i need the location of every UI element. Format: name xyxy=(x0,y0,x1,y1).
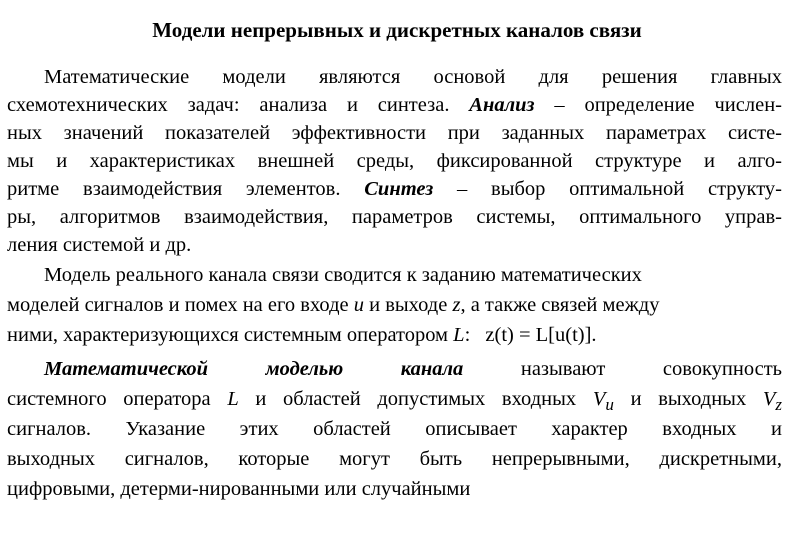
p1-line-2 xyxy=(7,92,782,118)
symbol-u: u xyxy=(353,294,364,316)
p2-text: : xyxy=(464,324,471,346)
p1-line-3: ных значений показателей эффективности при заданных параметрах систе- xyxy=(7,122,782,144)
p1-line-1: Математические модели являются основой для решения главных xyxy=(44,66,782,88)
p1-line-6: ры, алгоритмов взаимодействия, параметров системы, оптимального управ- xyxy=(7,206,782,228)
p1-line-5 xyxy=(7,176,782,202)
p1-text: ритме взаимодействия элементов. xyxy=(7,178,341,200)
p3-line-2 xyxy=(7,386,782,418)
symbol-z: z xyxy=(452,294,461,316)
p2-text: и выходе xyxy=(369,294,448,316)
p3-text: и выходных xyxy=(630,388,747,410)
p3-line-1 xyxy=(44,356,782,382)
p2-line-2 xyxy=(7,292,782,318)
p3-text: системного оператора xyxy=(7,388,211,410)
p1-text: схемотехнических задач: анализа и синтеза. xyxy=(7,94,450,116)
symbol-Vz: $V_z$ xyxy=(762,388,783,415)
p3-line-3: сигналов. Указание этих областей описывает характер входных и xyxy=(7,418,782,440)
p3-text: и областей допустимых входных xyxy=(255,388,577,410)
term-model: моделью xyxy=(265,358,344,380)
p2-text: ними, характеризующихся системным оператором xyxy=(7,324,449,346)
symbol-L: L xyxy=(453,324,465,346)
term-math-model: Математической xyxy=(44,358,209,380)
p3-word: совокупность xyxy=(662,358,783,380)
symbol-Vu: $V_u$ xyxy=(592,388,614,415)
p3-line-4: выходных сигналов, которые могут быть непрерывными, дискретными, xyxy=(7,448,782,470)
p2-text: , а также связей между xyxy=(460,294,660,316)
p3-word: называют xyxy=(520,358,606,380)
page-title: Модели непрерывных и дискретных каналов связи xyxy=(152,18,642,42)
term-synthesis: Синтез xyxy=(364,178,434,200)
symbol-L: L xyxy=(227,388,239,410)
p1-text: – определение числен- xyxy=(554,94,783,116)
p1-line-4: мы и характеристиках внешней среды, фиксированной структуре и алго- xyxy=(7,150,782,172)
term-channel: канала xyxy=(400,358,464,380)
p2-line-1: Модель реального канала связи сводится к заданию математических xyxy=(44,264,642,286)
p2-line-3 xyxy=(7,322,782,348)
p1-line-7: ления системой и др. xyxy=(7,234,192,256)
formula: z(t) = L[u(t)]. xyxy=(485,324,597,346)
term-analysis: Анализ xyxy=(469,94,535,116)
p3-line-5: цифровыми, детерми-нированными или случайными xyxy=(7,478,471,500)
p1-text: – выбор оптимальной структу- xyxy=(457,178,782,200)
p2-text: моделей сигналов и помех на его входе xyxy=(7,294,349,316)
